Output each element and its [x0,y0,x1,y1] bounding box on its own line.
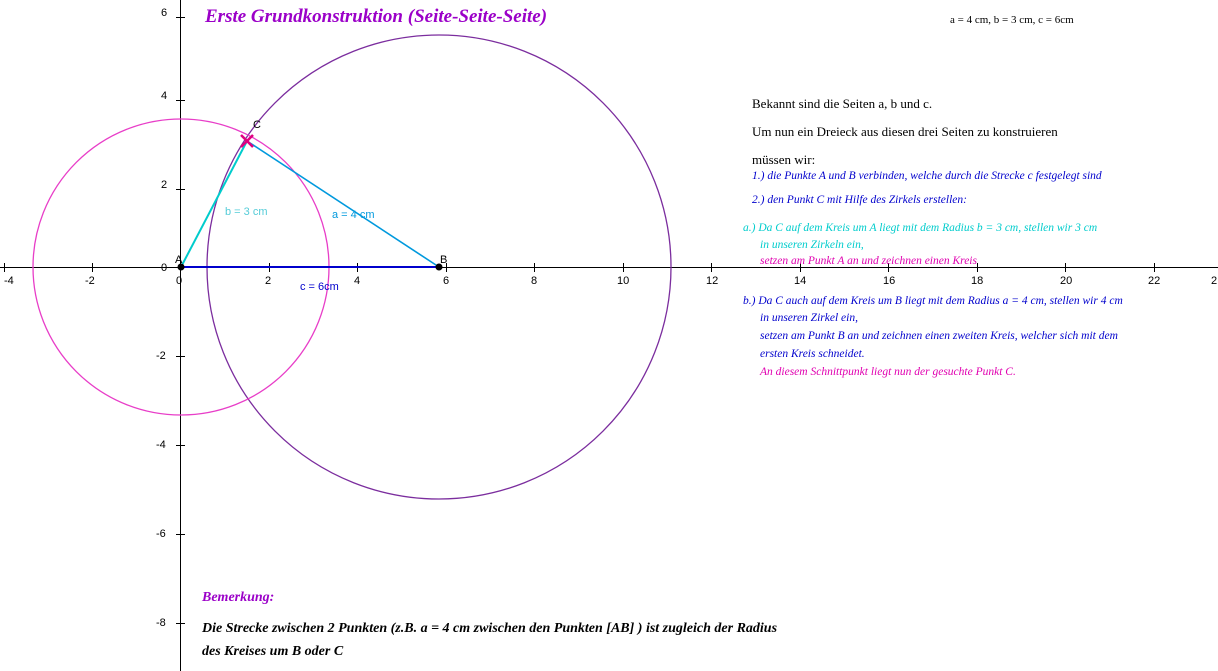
instruction-step-1: 1.) die Punkte A und B verbinden, welche durch die Strecke c festgelegt sind [752,170,1102,182]
point-label-C: C [253,119,261,131]
y-tick-label: -2 [156,350,166,362]
instruction-line-1: Bekannt sind die Seiten a, b und c. [752,96,933,111]
remark-title: Bemerkung: [202,590,275,605]
x-tick-label: 16 [883,275,896,287]
x-tick-label: 18 [971,275,984,287]
instruction-step-a-3: setzen am Punkt A an und zeichnen einen Kreis [760,255,977,267]
given-values: a = 4 cm, b = 3 cm, c = 6cm [950,14,1074,26]
x-tick-label: 10 [617,275,630,287]
x-tick-label: 2 [1211,275,1218,287]
y-tick-label: 4 [161,90,168,102]
segment-label-c: c = 6cm [300,281,339,293]
x-tick-label: 22 [1148,275,1161,287]
y-tick-label: -4 [156,439,166,451]
instruction-step-a-2: in unseren Zirkeln ein, [760,239,864,251]
x-tick-label: 8 [531,275,538,287]
remark-line-2: des Kreises um B oder C [202,644,344,659]
page-title: Erste Grundkonstruktion (Seite-Seite-Seite) [205,6,548,27]
instruction-step-b-3: setzen am Punkt B an und zeichnen einen zweiten Kreis, welcher sich mit dem [760,330,1118,342]
y-tick-label: -6 [156,528,166,540]
x-tick-label: 12 [706,275,719,287]
y-tick-label: 2 [161,179,168,191]
y-tick-label: 6 [161,7,168,19]
segment-label-b: b = 3 cm [225,206,268,218]
y-tick-label: -8 [156,617,166,629]
x-tick-label: -4 [4,275,14,287]
instruction-step-b-2: in unseren Zirkel ein, [760,312,858,324]
segment-a [247,141,439,267]
instruction-step-2: 2.) den Punkt C mit Hilfe des Zirkels erstellen: [752,194,967,206]
point-label-B: B [440,254,448,266]
x-tick-label: 14 [794,275,807,287]
y-tick-label: 0 [161,262,168,274]
x-tick-label: 6 [443,275,450,287]
x-tick-label: 0 [176,275,183,287]
remark-line-1: Die Strecke zwischen 2 Punkten (z.B. a = 4 cm zwischen den Punkten [AB] ) ist zugleich der Radius [202,621,778,636]
segment-b [181,141,247,267]
x-tick-label: 20 [1060,275,1073,287]
point-label-A: A [175,254,183,266]
instruction-line-3: müssen wir: [752,152,816,167]
x-tick-label: 4 [354,275,361,287]
instruction-step-b-4: ersten Kreis schneidet. [760,348,865,360]
instruction-step-b-1: b.) Da C auch auf dem Kreis um B liegt mit dem Radius a = 4 cm, stellen wir 4 cm [743,295,1123,307]
segment-label-a: a = 4 cm [332,209,375,221]
x-tick-label: -2 [85,275,95,287]
instruction-step-a-1: a.) Da C auf dem Kreis um A liegt mit dem Radius b = 3 cm, stellen wir 3 cm [743,222,1098,234]
instruction-line-2: Um nun ein Dreieck aus diesen drei Seiten zu konstruieren [752,124,1058,139]
instruction-step-b-5: An diesem Schnittpunkt liegt nun der gesuchte Punkt C. [760,366,1016,378]
x-tick-label: 2 [265,275,272,287]
